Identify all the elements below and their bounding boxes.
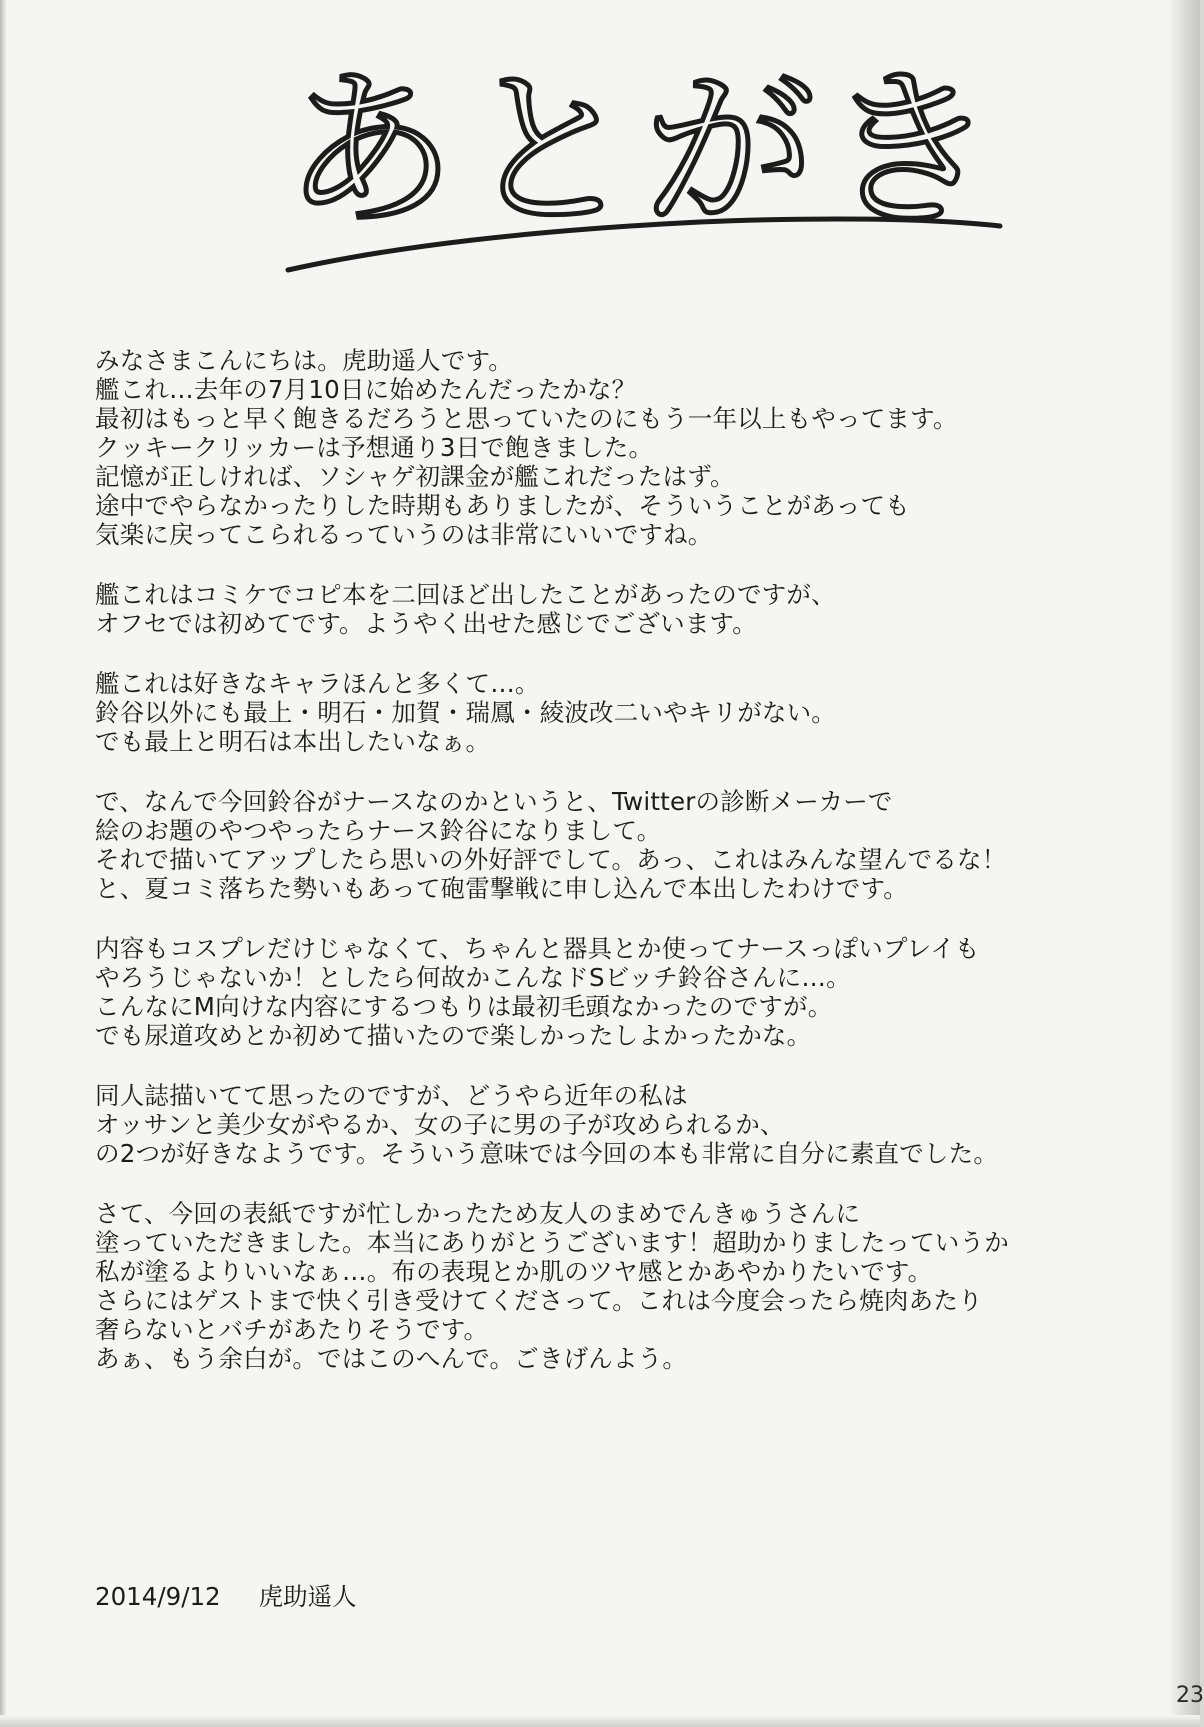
text-line: でも最上と明石は本出したいなぁ。 [95, 727, 491, 756]
text-line: みなさまこんにちは。虎助遥人です。 [95, 346, 513, 375]
text-line: さて、今回の表紙ですが忙しかったため友人のまめでんきゅうさんに [95, 1199, 861, 1228]
paragraph [95, 1199, 1105, 1373]
text-line: 私が塗るよりいいなぁ…。布の表現とか肌のツヤ感とかあやかりたいです。 [95, 1257, 933, 1286]
page-right-edge [1170, 0, 1204, 1727]
text-line: こんなにM向けな内容にするつもりは最初毛頭なかったのですが。 [95, 992, 833, 1021]
paragraph [95, 346, 1105, 549]
paragraph [95, 934, 1105, 1050]
text-line: 同人誌描いてて思ったのですが、どうやら近年の私は [95, 1081, 688, 1110]
text-line: オッサンと美少女がやるか、女の子に男の子が攻められるか、 [95, 1110, 785, 1139]
afterword-title-svg [280, 40, 1040, 280]
text-line: あぁ、もう余白が。ではこのへんで。ごきげんよう。 [95, 1344, 688, 1373]
text-line: で、なんで今回鈴谷がナースなのかというと、Twitterの診断メーカーで [95, 787, 893, 816]
text-line: でも尿道攻めとか初めて描いたので楽しかったしよかったかな。 [95, 1021, 812, 1050]
text-line: やろうじゃないか！としたら何故かこんなドSビッチ鈴谷さんに…。 [95, 963, 851, 992]
page-bottom-edge [0, 1715, 1200, 1727]
text-line: 気楽に戻ってこられるっていうのは非常にいいですね。 [95, 520, 713, 549]
text-line: 内容もコスプレだけじゃなくて、ちゃんと器具とか使ってナースっぽいプレイも [95, 934, 980, 963]
text-line: 途中でやらなかったりした時期もありましたが、そういうことがあっても [95, 491, 910, 520]
text-line: クッキークリッカーは予想通り3日で飽きました。 [95, 433, 654, 462]
text-line: 鈴谷以外にも最上・明石・加賀・瑞鳳・綾波改二いやキリがない。 [95, 698, 836, 727]
page-number: 23 [1176, 1683, 1204, 1708]
text-line: 絵のお題のやつやったらナース鈴谷になりまして。 [95, 816, 662, 845]
text-line: の2つが好きなようです。そういう意味では今回の本も非常に自分に素直でした。 [95, 1139, 999, 1168]
text-line: 最初はもっと早く飽きるだろうと思っていたのにもう一年以上もやってます。 [95, 404, 958, 433]
paragraph [95, 1081, 1105, 1168]
afterword-title [280, 40, 1040, 280]
paragraph [95, 787, 1105, 903]
text-line: 艦これ…去年の7月10日に始めたんだったかな？ [95, 375, 637, 404]
text-line: 塗っていただきました。本当にありがとうございます！超助かりましたっていうか [95, 1228, 1009, 1257]
text-line: 記憶が正しければ、ソシャゲ初課金が艦これだったはず。 [95, 462, 735, 491]
signature-date: 2014/9/12 [95, 1582, 221, 1611]
text-line: 艦これは好きなキャラほんと多くて…。 [95, 669, 540, 698]
text-line: 艦これはコミケでコピ本を二回ほど出したことがあったのですが、 [95, 580, 836, 609]
text-line: と、夏コミ落ちた勢いもあって砲雷撃戦に申し込んで本出したわけです。 [95, 874, 908, 903]
text-line: オフセでは初めてです。ようやく出せた感じでございます。 [95, 609, 757, 638]
paragraph [95, 580, 1105, 638]
text-line: それで描いてアップしたら思いの外好評でして。あっ、これはみんな望んでるな！ [95, 845, 1007, 874]
text-line: さらにはゲストまで快く引き受けてくださって。これは今度会ったら焼肉あたり [95, 1286, 983, 1315]
page-left-edge [0, 0, 6, 1727]
afterword-title-text: あとがき [284, 50, 1004, 251]
text-line: 奢らないとバチがあたりそうです。 [95, 1315, 489, 1344]
afterword-body [95, 346, 1105, 1404]
signature [95, 1578, 357, 1613]
signature-author: 虎助遥人 [258, 1582, 357, 1611]
paragraph [95, 669, 1105, 756]
